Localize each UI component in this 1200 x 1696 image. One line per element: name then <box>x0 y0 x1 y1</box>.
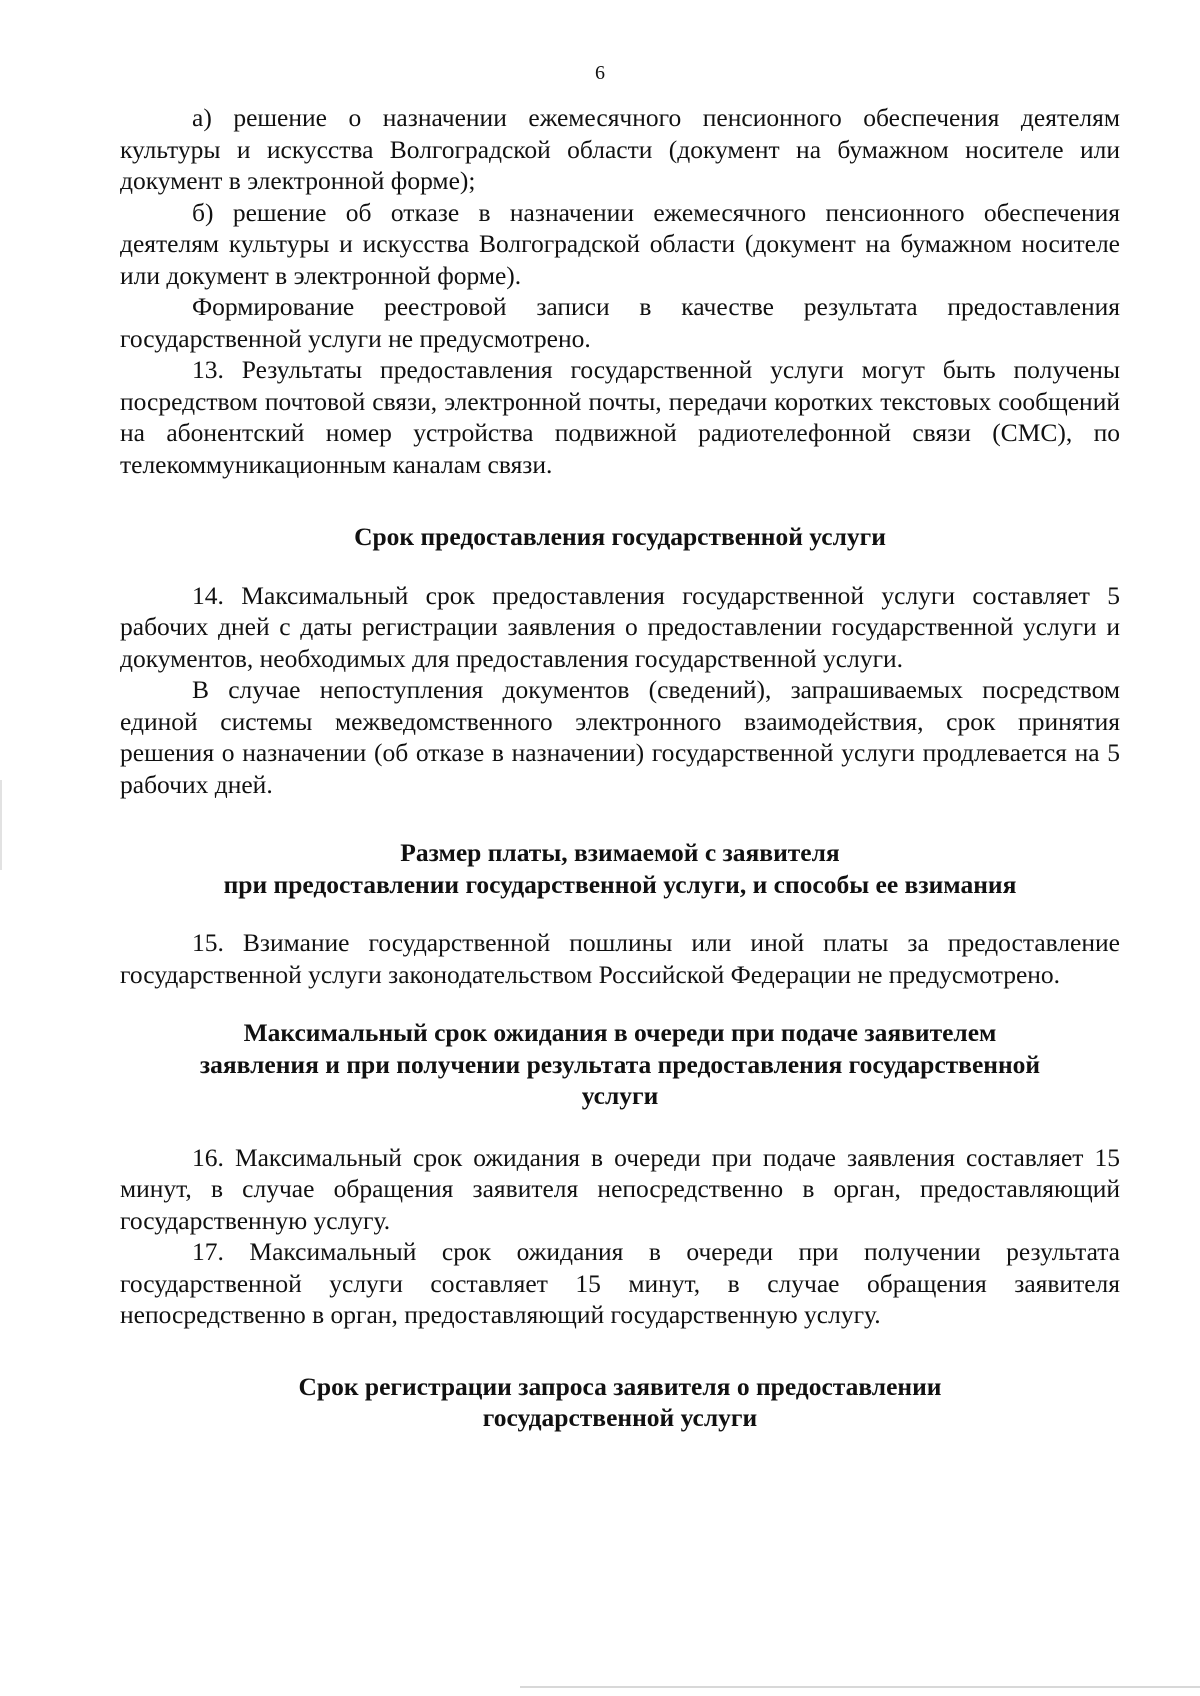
heading-line: при предоставлении государственной услуги, и способы ее взимания <box>223 869 1017 899</box>
paragraph-a: а) решение о назначении ежемесячного пенсионного обеспечения деятелям культуры и искусства Волгоградской области (документ на бумажном носителе или документ в электронной форме); <box>120 103 1120 195</box>
paragraph-14-extension: В случае непоступления документов (сведений), запрашиваемых посредством единой системы межведомственного электронного взаимодействия, срок принятия решения о назначении (об отказе в назначении) государственной услуги продлевается на 5 рабочих дней. <box>120 675 1120 799</box>
heading-line: услуги <box>581 1081 659 1110</box>
heading-registration-term <box>120 1371 1120 1434</box>
heading-line: государственной услуги <box>482 1403 758 1432</box>
heading-line: заявления и при получении результата предоставления государственной <box>199 1049 1041 1079</box>
heading-line: Максимальный срок ожидания в очереди при подаче заявителем <box>243 1018 997 1047</box>
heading-service-term <box>120 521 1120 553</box>
paragraph-14: 14. Максимальный срок предоставления государственной услуги составляет 5 рабочих дней с даты регистрации заявления о предоставлении государственной услуги и документов, необходимых для предоставления государственной услуги. <box>120 580 1120 673</box>
heading-line: Размер платы, взимаемой с заявителя <box>400 838 840 867</box>
paragraph-16: 16. Максимальный срок ожидания в очереди при подаче заявления составляет 15 минут, в случае обращения заявителя непосредственно в орган, предоставляющий государственную услугу. <box>120 1142 1120 1235</box>
document-body <box>120 102 1120 1434</box>
paragraph-17: 17. Максимальный срок ожидания в очереди при получении результата государственной услуги составляет 15 минут, в случае обращения заявителя непосредственно в орган, предоставляющий государственную услугу. <box>120 1237 1120 1329</box>
scan-edge-left <box>0 780 2 870</box>
paragraph-registry: Формирование реестровой записи в качестве результата предоставления государственной услуги не предусмотрено. <box>120 292 1120 353</box>
scan-edge-bottom <box>520 1686 1200 1688</box>
heading-line: Срок регистрации запроса заявителя о предоставлении <box>298 1371 942 1401</box>
heading-line: Срок предоставления государственной услуги <box>354 522 886 551</box>
heading-fee <box>120 837 1120 900</box>
paragraph-13: 13. Результаты предоставления государственной услуги могут быть получены посредством почтовой связи, электронной почты, передачи коротких текстовых сообщений на абонентский номер устройства подвижной радиотелефонной связи (СМС), по телекоммуникационным каналам связи. <box>120 355 1120 479</box>
heading-queue-time <box>120 1017 1120 1112</box>
paragraph-15: 15. Взимание государственной пошлины или иной платы за предоставление государственной услуги законодательством Российской Федерации не предусмотрено. <box>120 928 1120 989</box>
paragraph-b: б) решение об отказе в назначении ежемесячного пенсионного обеспечения деятелям культуры и искусства Волгоградской области (документ на бумажном носителе или документ в электронной форме). <box>120 197 1120 290</box>
page-number: 6 <box>595 62 605 84</box>
